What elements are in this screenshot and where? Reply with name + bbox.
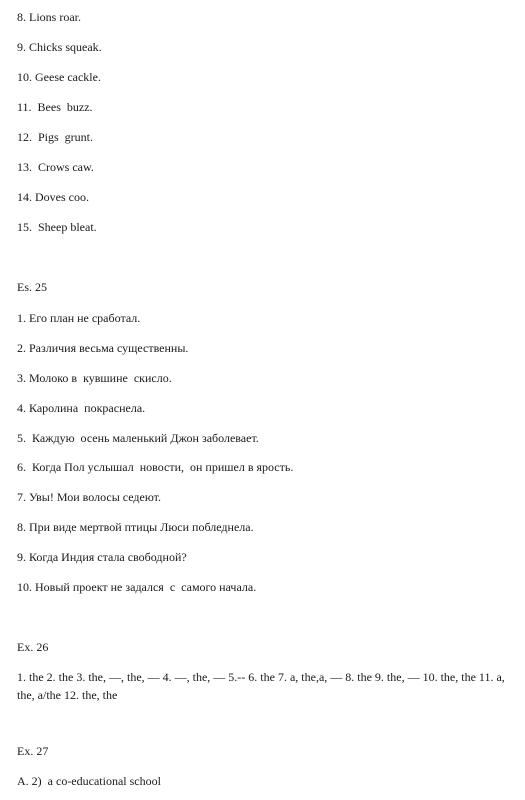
list-item: 4. Каролина покраснела. <box>17 401 146 415</box>
list-item: 9. Когда Индия стала свободной? <box>17 550 187 564</box>
answer-paragraph: 1. the 2. the 3. the, —, the, — 4. —, the, — 5.-- 6. the 7. a, the,a, — 8. the 9. the, — 10. the, the 11. a, the, a/the 12. the, the <box>17 670 505 702</box>
list-item: A. 2) a co-educational school <box>17 774 161 788</box>
list-item: 14. Doves coo. <box>17 190 89 204</box>
list-item: 8. При виде мертвой птицы Люси побледнела. <box>17 520 254 534</box>
list-item: 3. Молоко в кувшине скисло. <box>17 371 172 385</box>
list-item: 12. Pigs grunt. <box>17 130 94 144</box>
exercise-heading: Es. 25 <box>17 280 47 294</box>
exercise-heading: Ex. 26 <box>17 640 49 654</box>
list-item: 11. Bees buzz. <box>17 100 93 114</box>
list-item: 8. Lions roar. <box>17 10 81 24</box>
list-item: 10. Новый проект не задался с самого начала. <box>17 580 257 594</box>
list-item: 1. Его план не сработал. <box>17 311 141 325</box>
list-item: 6. Когда Пол услышал новости, он пришел в ярость. <box>17 460 294 474</box>
list-item: 2. Различия весьма существенны. <box>17 341 189 355</box>
list-item: 10. Geese cackle. <box>17 70 101 84</box>
list-item: 5. Каждую осень маленький Джон заболевает. <box>17 431 259 445</box>
list-item: 9. Chicks squeak. <box>17 40 102 54</box>
list-item: 7. Увы! Мои волосы седеют. <box>17 490 161 504</box>
list-item: 13. Crows caw. <box>17 160 94 174</box>
exercise-heading: Ex. 27 <box>17 744 49 758</box>
list-item: 15. Sheep bleat. <box>17 220 97 234</box>
